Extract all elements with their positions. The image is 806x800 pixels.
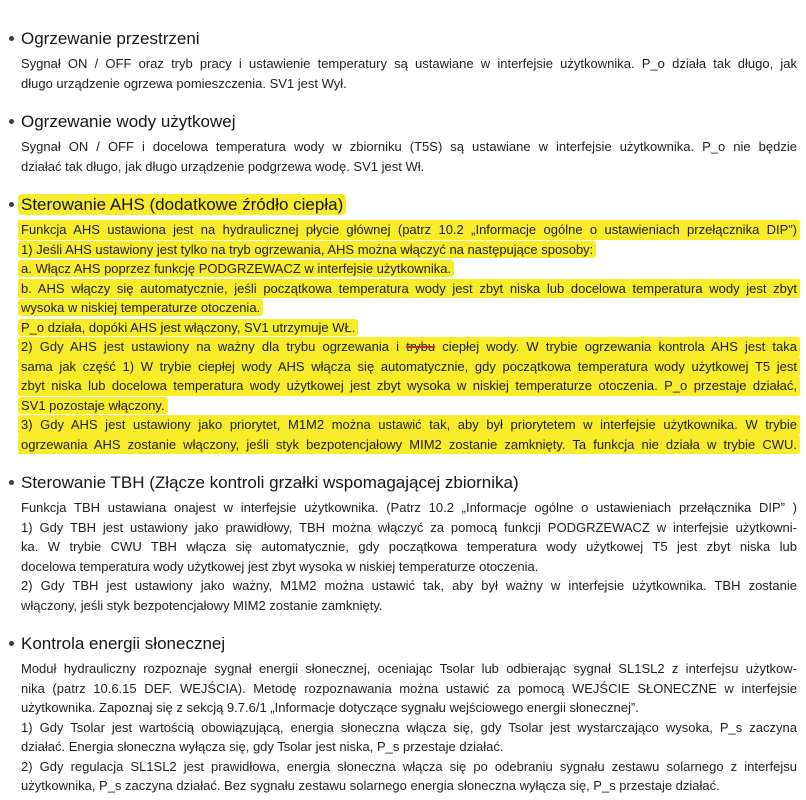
body-line xyxy=(21,318,797,338)
section-title-text: Sterowanie TBH (Złącze kontroli grzałki wspomagającej zbiornika) xyxy=(21,473,519,492)
text-segment: 1) Jeśli AHS ustawiony jest tylko na tryb ogrzewania, AHS można włączyć na następujące sposoby: xyxy=(21,241,594,257)
section-body xyxy=(21,54,797,93)
text-segment: 2) Gdy TBH jest ustawiony jako ważny, M1M2 można ustawić tak, aby był ważny w interfejsie użytkownika. TBH zostanie xyxy=(21,578,797,593)
section-ahs-control xyxy=(8,194,797,454)
text-segment: włączony, jeśli styk bezpotencjałowy MIM2 zostanie zamknięty. xyxy=(21,597,383,613)
body-line xyxy=(21,157,797,177)
body-line xyxy=(21,518,797,538)
text-segment: a. Włącz AHS poprzez funkcję PODGRZEWACZ w interfejsie użytkownika. xyxy=(21,261,452,276)
text-segment: ciepłej wody. W trybie ogrzewania kontrola AHS jest taka xyxy=(435,339,797,354)
text-segment: działać tak długo, jak długo urządzenie podgrzewa wodę. SV1 jest Wł. xyxy=(21,158,425,174)
bullet-icon xyxy=(9,202,14,207)
text-segment: Moduł hydrauliczny rozpoznaje sygnał energii słonecznej, oceniając Tsolar lub odbierając sygnał SL1SL2 z interfejsu użytkow- xyxy=(21,661,797,676)
section-title xyxy=(21,111,797,132)
section-body xyxy=(21,498,797,615)
section-body xyxy=(21,659,797,796)
text-segment: zbyt niska lub docelowa temperatura wody użytkowej jest zbyt wysoka w niskiej temperaturze otoczenia. P_o przestaje działać, xyxy=(21,378,797,393)
text-segment: P_o działa, dopóki AHS jest włączony, SV1 utrzymuje WŁ. xyxy=(21,319,356,335)
section-domestic-hot-water xyxy=(8,111,797,176)
body-line xyxy=(21,240,797,260)
section-solar-energy-control xyxy=(8,633,797,796)
body-line xyxy=(21,498,797,518)
sections xyxy=(8,28,797,796)
bullet-icon xyxy=(9,36,14,41)
body-line xyxy=(18,357,800,377)
section-title-text: Ogrzewanie wody użytkowej xyxy=(21,112,236,131)
body-line xyxy=(21,54,797,74)
text-segment: wysoka w niskiej temperaturze otoczenia. xyxy=(21,300,261,315)
body-line xyxy=(21,737,797,757)
text-segment: użytkownika. Zapoznaj się z sekcją 9.7.6/1 „Informacje dotyczące sygnału wejściowego energii słonecznej”. xyxy=(21,700,639,715)
text-segment: nika (patrz 10.6.15 DEF. WEJŚCIA). Metodę rozpoznawania można ustawić za pomocą WEJŚCIE SŁONECZNE w interfejsie xyxy=(21,680,797,696)
body-line xyxy=(21,776,797,796)
text-segment: Sygnał ON / OFF i docelowa temperatura wody w zbiorniku (T5S) są ustawiane w interfejsie użytkownika. P_o nie będzie xyxy=(21,139,797,154)
body-line xyxy=(21,679,797,699)
section-space-heating xyxy=(8,28,797,93)
body-line xyxy=(21,537,797,557)
body-line xyxy=(21,698,797,718)
text-segment: docelowa temperatura wody użytkowej jest zbyt wysoka w niskiej temperaturze otoczenia. xyxy=(21,558,539,574)
section-title xyxy=(21,633,797,654)
highlight-span xyxy=(18,260,454,277)
section-tbh-control xyxy=(8,472,797,615)
body-line xyxy=(21,137,797,157)
body-line xyxy=(18,220,800,240)
text-segment: 2) Gdy AHS jest ustawiony na ważny dla trybu ogrzewania i xyxy=(21,339,407,354)
body-line xyxy=(21,576,797,596)
section-body xyxy=(21,137,797,176)
bullet-icon xyxy=(9,480,14,485)
text-segment: Sygnał ON / OFF oraz tryb pracy i ustawienie temperatury są ustawiane w interfejsie użytkownika. P_o działa tak długo, jak xyxy=(21,56,797,71)
text-segment: 2) Gdy regulacja SL1SL2 jest prawidłowa, energia słoneczna włącza się po odebraniu sygnału zestawu solarnego z interfejsu xyxy=(21,758,797,774)
body-line xyxy=(18,337,800,357)
section-body xyxy=(21,220,797,454)
section-title-text: Ogrzewanie przestrzeni xyxy=(21,29,200,48)
body-line xyxy=(21,298,797,318)
bullet-icon xyxy=(9,119,14,124)
text-segment: długo urządzenie ogrzewa pomieszczenia. SV1 jest Wył. xyxy=(21,75,347,91)
text-segment: b. AHS włączy się automatycznie, jeśli początkowa temperatura wody jest zbyt niska lub docelowa temperatura wody jest zbyt xyxy=(21,280,797,296)
section-title xyxy=(21,472,797,493)
highlight-span xyxy=(18,397,168,414)
body-line xyxy=(18,279,800,299)
body-line xyxy=(21,718,797,738)
bullet-icon xyxy=(9,641,14,646)
text-segment: 1) Gdy Tsolar jest wartością obowiązującą, energia słoneczna włącza się, gdy Tsolar jest wystarczająco wysoka, P_s zaczyna xyxy=(21,719,797,735)
body-line xyxy=(18,376,800,396)
body-line xyxy=(21,259,797,279)
text-segment: Funkcja AHS ustawiona jest na hydraulicznej płycie głównej (patrz 10.2 „Informacje ogólne o ustawieniach przełącznika DIP”) xyxy=(21,222,797,237)
body-line xyxy=(21,757,797,777)
highlight-span xyxy=(18,299,263,316)
body-line xyxy=(21,557,797,577)
section-title-text: Sterowanie AHS (dodatkowe źródło ciepła) xyxy=(18,194,346,215)
text-segment: ogrzewania AHS zostanie włączony, jeśli styk bezpotencjałowy MIM2 zostanie zamknięty. Ta funkcja nie działa w trybie CWU. xyxy=(21,436,797,452)
section-title-text: Kontrola energii słonecznej xyxy=(21,634,226,653)
section-title xyxy=(21,28,797,49)
body-line xyxy=(21,596,797,616)
text-segment: 3) Gdy AHS jest ustawiony jako priorytet, M1M2 można ustawić tak, aby był priorytetem w interfejsie użytkownika. W trybie xyxy=(21,417,797,432)
text-segment: SV1 pozostaje włączony. xyxy=(21,397,165,413)
text-segment: Funkcja TBH ustawiana onajest w interfejsie użytkownika. (Patrz 10.2 „Informacje ogólne o ustawieniach przełącznika DIP” ) xyxy=(21,500,797,515)
text-segment: sama jak część 1) W trybie ciepłej wody AHS włącza się automatycznie, gdy początkowa temperatura wody użytkowej T5 jest xyxy=(21,358,797,374)
text-segment: działać. Energia słoneczna wyłącza się, gdy Tsolar jest niska, P_s przestaje działać. xyxy=(21,739,504,754)
text-segment: 1) Gdy TBH jest ustawiony jako prawidłowy, TBH można włączyć za pomocą funkcji PODGRZEWACZ w interfejsie użytkowni- xyxy=(21,519,797,535)
body-line xyxy=(21,396,797,416)
body-line xyxy=(18,435,800,455)
highlight-span xyxy=(18,241,596,258)
highlight-span xyxy=(18,319,358,336)
body-line xyxy=(21,659,797,679)
body-line xyxy=(21,74,797,94)
strikethrough-word: trybu xyxy=(406,339,436,354)
body-line xyxy=(18,415,800,435)
section-title xyxy=(21,194,797,215)
text-segment: ka. W trybie CWU TBH włącza się automatycznie, gdy początkowa temperatura wody użytkowej T5 jest zbyt niska lub xyxy=(21,539,797,554)
text-segment: użytkownika, P_s zaczyna działać. Bez sygnału zestawu solarnego energia słoneczna wyłącza się, P_s przestaje działać. xyxy=(21,778,720,793)
